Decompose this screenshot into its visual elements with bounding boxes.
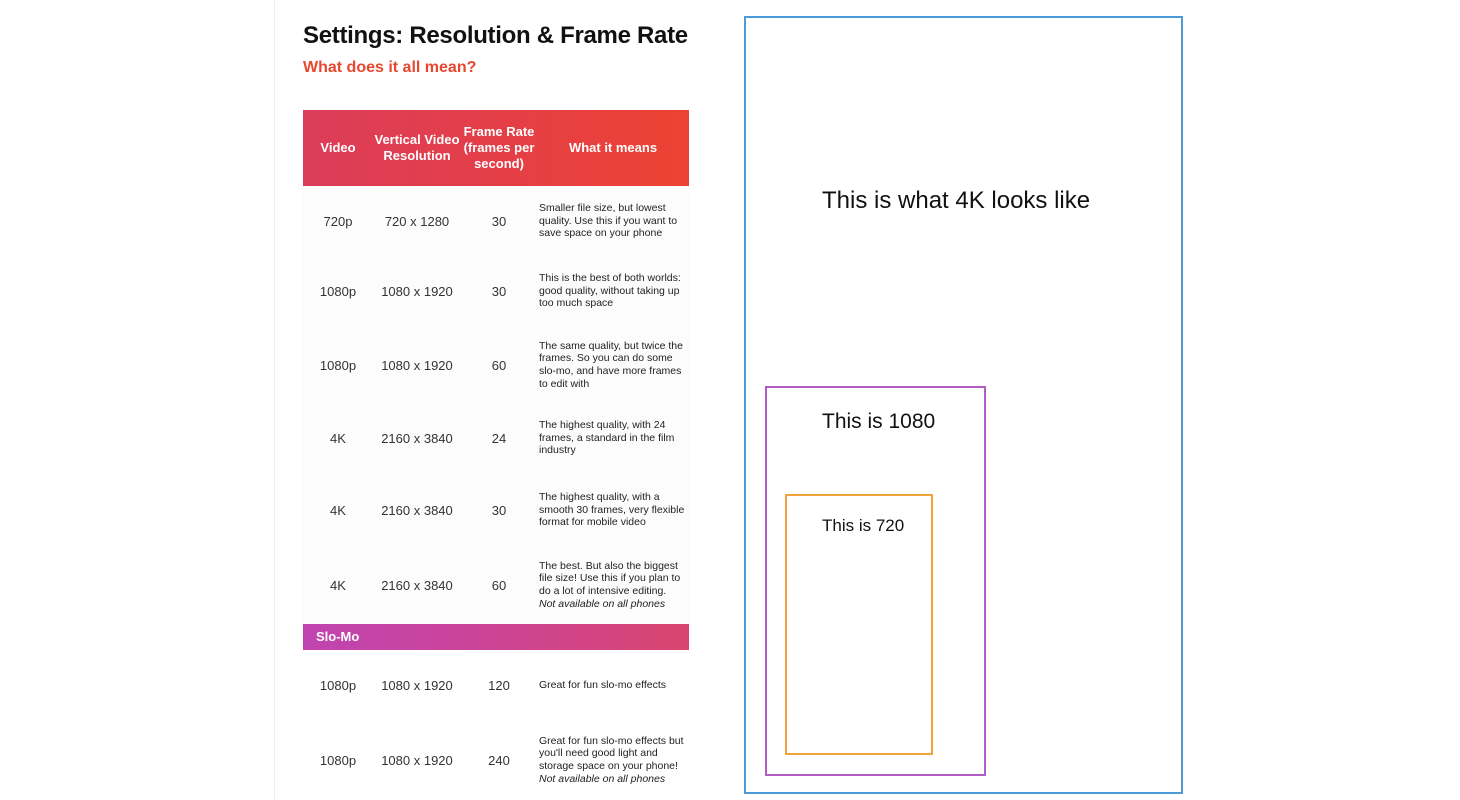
cell-resolution: 1080 x 1920 <box>381 357 453 373</box>
cell-frame-rate: 120 <box>488 677 510 693</box>
cell-frame-rate: 30 <box>491 283 507 299</box>
cell-resolution: 2160 x 3840 <box>381 430 453 446</box>
cell-resolution: 1080 x 1920 <box>381 283 453 299</box>
cell-meaning <box>539 256 691 326</box>
cell-meaning <box>539 326 691 404</box>
table-body <box>303 186 689 624</box>
cell-meaning <box>539 548 691 622</box>
table-header <box>303 110 689 186</box>
meaning-text: The highest quality, with a smooth 30 frames, very flexible format for mobile video <box>539 491 685 529</box>
section-slomo: Slo-Mo <box>303 624 689 650</box>
cell-video: 4K <box>330 502 346 518</box>
cell-frame-rate: 30 <box>491 502 507 518</box>
cell-frame-rate: 240 <box>488 752 510 768</box>
table-row <box>303 186 689 256</box>
cell-meaning <box>539 404 691 472</box>
availability-note: Not available on all phones <box>539 772 666 785</box>
cell-video: 4K <box>330 430 346 446</box>
meaning-text: This is the best of both worlds: good quality, without taking up too much space <box>539 272 681 310</box>
meaning-text: Great for fun slo-mo effects <box>539 678 667 691</box>
cell-meaning <box>539 650 691 720</box>
meaning-text: The highest quality, with 24 frames, a standard in the film industry <box>539 419 675 457</box>
meaning-text: The same quality, but twice the frames. So you can do some slo-mo, and have more frames to edit with <box>539 339 683 390</box>
table-row <box>303 472 689 548</box>
table-body-slomo <box>303 650 689 800</box>
label-1080: This is 1080 <box>822 410 936 433</box>
table-row <box>303 548 689 622</box>
cell-video: 1080p <box>319 357 357 373</box>
cell-resolution: 1080 x 1920 <box>381 752 453 768</box>
cell-video: 720p <box>323 213 353 229</box>
table-row <box>303 650 689 720</box>
meaning-text: Great for fun slo-mo effects but you'll need good light and storage space on your phone! <box>539 734 684 772</box>
cell-video: 1080p <box>319 752 357 768</box>
meaning-text: The best. But also the biggest file size! Use this if you plan to do a lot of intensive editing. <box>539 559 681 597</box>
header-frame-rate: Frame Rate (frames per second) <box>463 124 535 171</box>
header-meaning: What it means <box>568 140 658 155</box>
cell-meaning <box>539 720 691 800</box>
cell-meaning <box>539 186 691 256</box>
availability-note: Not available on all phones <box>539 597 666 610</box>
cell-resolution: 2160 x 3840 <box>381 502 453 518</box>
cell-frame-rate: 30 <box>491 213 507 229</box>
cell-frame-rate: 24 <box>491 430 507 446</box>
header-video: Video <box>320 140 356 155</box>
table-row <box>303 256 689 326</box>
page-subtitle: What does it all mean? <box>303 59 477 76</box>
cell-video: 4K <box>330 577 346 593</box>
cell-meaning <box>539 472 691 548</box>
label-4k: This is what 4K looks like <box>822 187 1091 214</box>
cell-video: 1080p <box>319 283 357 299</box>
cell-frame-rate: 60 <box>491 577 507 593</box>
label-720: This is 720 <box>822 516 905 535</box>
cell-video: 1080p <box>319 677 357 693</box>
cell-resolution: 2160 x 3840 <box>381 577 453 593</box>
table-row <box>303 326 689 404</box>
page-edge <box>274 0 275 800</box>
page-title: Settings: Resolution & Frame Rate <box>303 22 688 49</box>
meaning-text: Smaller file size, but lowest quality. Use this if you want to save space on your phone <box>539 202 678 240</box>
cell-resolution: 1080 x 1920 <box>381 677 453 693</box>
table-row <box>303 720 689 800</box>
header-resolution: Vertical Video Resolution <box>374 132 460 163</box>
cell-resolution: 720 x 1280 <box>384 213 450 229</box>
cell-frame-rate: 60 <box>491 357 507 373</box>
table-row <box>303 404 689 472</box>
